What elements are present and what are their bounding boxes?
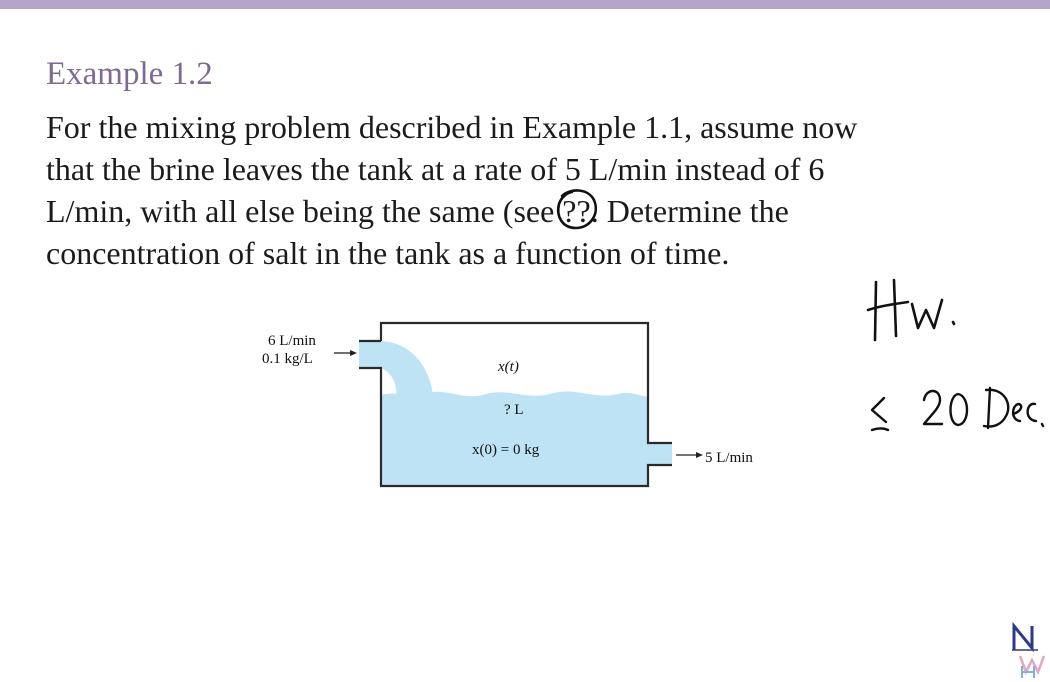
- logo-drawing: [1008, 622, 1048, 678]
- problem-line-3-start: L/min, with all else being the same (see: [46, 193, 555, 229]
- inflow-concentration-label: 0.1 kg/L: [262, 351, 313, 367]
- hw-note: [868, 280, 954, 340]
- problem-line-3: [46, 190, 1006, 232]
- problem-line-1: For the mixing problem described in Example 1.1, assume now: [46, 109, 858, 145]
- handwritten-notes-drawing: [860, 270, 1050, 450]
- reference-marker-text: ??: [562, 193, 591, 229]
- handwritten-circle-icon: [554, 186, 600, 232]
- deadline-note: [872, 388, 1043, 430]
- inflow-rate-label: 6 L/min: [268, 333, 316, 349]
- volume-label: ? L: [504, 402, 524, 418]
- problem-line-2: that the brine leaves the tank at a rate of 5 L/min instead of 6: [46, 151, 825, 187]
- logo-icon: [1008, 622, 1048, 678]
- problem-line-4: concentration of salt in the tank as a function of time.: [46, 235, 730, 271]
- outflow-pipe-water: [648, 443, 672, 465]
- top-accent-bar: [0, 0, 1050, 9]
- outflow-arrow-icon: [676, 452, 703, 458]
- amount-label: x(t): [498, 359, 519, 375]
- initial-condition-label: x(0) = 0 kg: [472, 442, 540, 458]
- inflow-pipe-water: [359, 341, 383, 368]
- inflow-arrow-icon: [334, 350, 357, 356]
- inflow-stream: [381, 341, 433, 398]
- mixing-tank-diagram: [250, 310, 790, 510]
- handwritten-notes: [860, 270, 1050, 450]
- problem-line-3-end: . Determine the: [590, 193, 789, 229]
- problem-statement: [46, 106, 1006, 274]
- reference-marker: [562, 190, 590, 232]
- example-title: Example 1.2: [46, 56, 213, 92]
- outflow-rate-label: 5 L/min: [705, 450, 753, 466]
